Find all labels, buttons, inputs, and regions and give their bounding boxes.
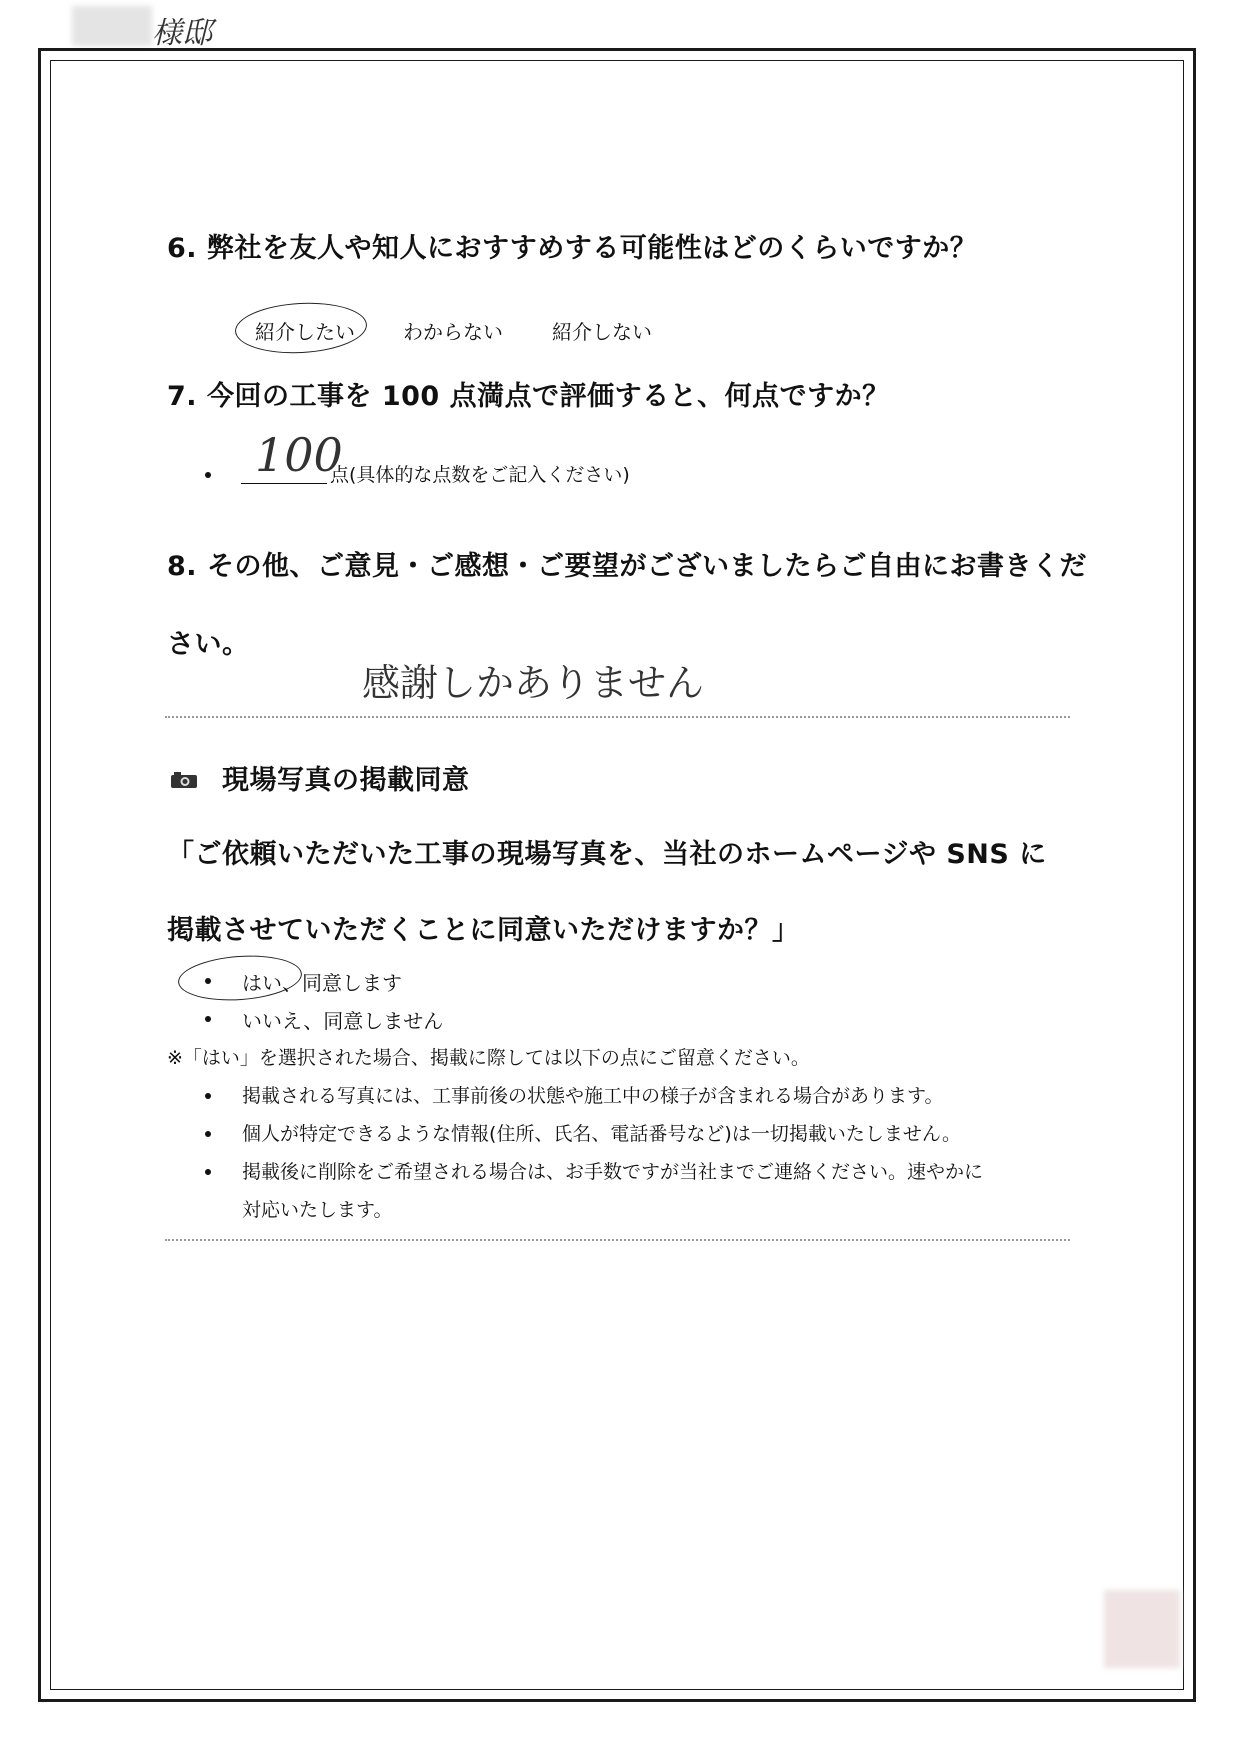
consent-note: ※「はい」を選択された場合、掲載に際しては以下の点にご留意ください。 — [167, 1047, 810, 1069]
question-7: 7. 今回の工事を 100 点満点で評価すると、何点ですか？ — [167, 381, 890, 412]
option-consent-yes[interactable]: はい、同意します — [242, 971, 402, 995]
note-item: 掲載後に削除をご希望される場合は、お手数ですが当社までご連絡ください。速やかに — [242, 1161, 984, 1183]
comment-answer[interactable]: 感謝しかありません — [362, 661, 705, 705]
photo-question-line1: 「ご依頼いただいた工事の現場写真を、当社のホームページや SNS に — [167, 839, 1047, 870]
photo-section-title: 現場写真の掲載同意 — [222, 765, 470, 796]
note-item: 個人が特定できるような情報(住所、氏名、電話番号など)は一切掲載いたしません。 — [242, 1123, 961, 1145]
redacted-name — [72, 6, 152, 46]
bullet — [205, 1131, 211, 1137]
question-8-line1: 8. その他、ご意見・ご感想・ご要望がございましたらご自由にお書きくだ — [167, 551, 1087, 582]
question-6: 6. 弊社を友人や知人におすすめする可能性はどのくらいですか？ — [167, 233, 978, 264]
score-suffix: 点(具体的な点数をご記入ください) — [330, 464, 630, 486]
bullet — [205, 1169, 211, 1175]
handwritten-name-suffix: 様邸 — [152, 16, 212, 51]
section-divider — [165, 1239, 1070, 1241]
redacted-stamp — [1104, 1590, 1180, 1668]
note-item-continued: 対応いたします。 — [242, 1199, 393, 1221]
page-frame-inner — [50, 60, 1184, 1690]
option-consent-no[interactable]: いいえ、同意しません — [242, 1009, 444, 1033]
photo-question-line2: 掲載させていただくことに同意いただけますか？」 — [167, 915, 800, 946]
bullet — [205, 1093, 211, 1099]
option-recommend[interactable]: 紹介したい — [255, 320, 355, 344]
section-divider — [165, 716, 1070, 718]
camera-icon — [170, 771, 198, 789]
bullet — [205, 1016, 211, 1022]
option-not-recommend[interactable]: 紹介しない — [552, 320, 652, 344]
option-unsure[interactable]: わからない — [403, 320, 503, 344]
bullet — [205, 978, 211, 984]
bullet — [205, 472, 211, 478]
score-underline — [241, 483, 327, 484]
note-item: 掲載される写真には、工事前後の状態や施工中の様子が含まれる場合があります。 — [242, 1085, 944, 1107]
question-8-line2: さい。 — [167, 629, 250, 660]
score-answer[interactable]: 100 — [255, 428, 343, 482]
